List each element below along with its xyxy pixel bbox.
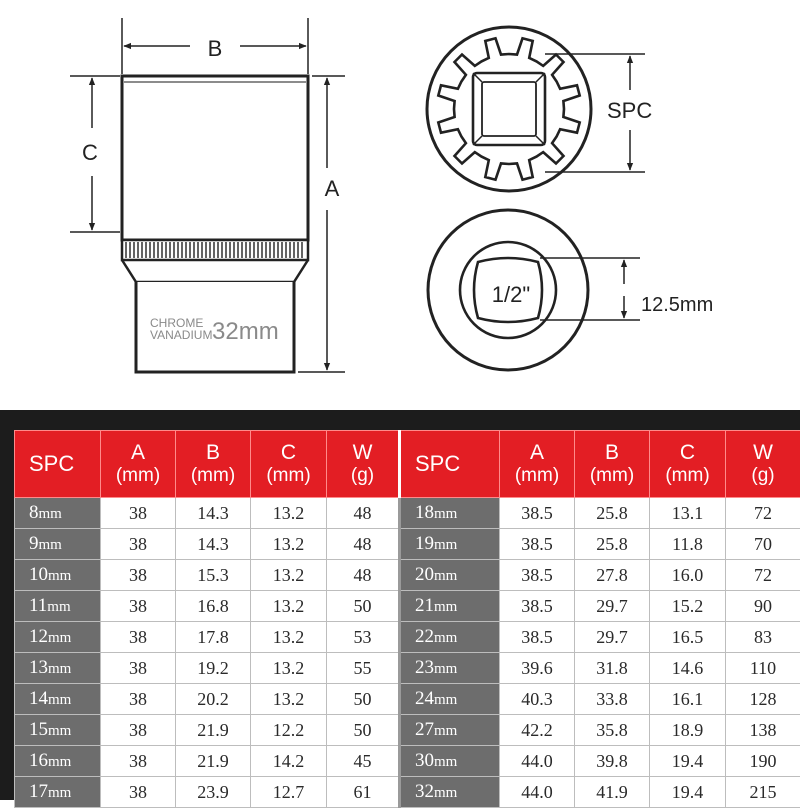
value-a: 38.5 (500, 560, 575, 591)
value-b: 21.9 (176, 715, 251, 746)
socket-size-cell (15, 622, 101, 653)
value-w: 215 (726, 777, 800, 808)
socket-size-unit: mm (48, 785, 71, 801)
value-a: 38.5 (500, 622, 575, 653)
socket-size-unit: mm (434, 630, 457, 646)
header-b-right (575, 431, 650, 498)
value-c: 18.9 (650, 715, 726, 746)
socket-size-unit: mm (48, 568, 71, 584)
value-w: 48 (327, 529, 400, 560)
header-spc-left: SPC (15, 431, 101, 498)
square-drive-top (473, 73, 545, 145)
value-b: 25.8 (575, 529, 650, 560)
value-a: 38.5 (500, 498, 575, 529)
drive-dim-label: 12.5mm (641, 294, 713, 316)
value-w: 72 (726, 560, 800, 591)
value-c: 16.0 (650, 560, 726, 591)
value-c: 12.7 (251, 777, 327, 808)
socket-size-number: 14 (29, 688, 48, 709)
header-label: A (101, 441, 175, 465)
value-c: 14.2 (251, 746, 327, 777)
socket-size-unit: mm (47, 599, 70, 615)
value-w: 50 (327, 715, 400, 746)
value-w: 83 (726, 622, 800, 653)
socket-size-number: 24 (415, 688, 434, 709)
header-spc-right: SPC (400, 431, 500, 498)
value-a: 38.5 (500, 529, 575, 560)
value-a: 38 (101, 684, 176, 715)
header-unit: (mm) (101, 465, 175, 487)
value-b: 19.2 (176, 653, 251, 684)
value-c: 16.5 (650, 622, 726, 653)
socket-size-unit: mm (434, 568, 457, 584)
header-label: C (650, 441, 725, 465)
socket-size-cell (400, 498, 500, 529)
value-a: 39.6 (500, 653, 575, 684)
brand-size: 32mm (212, 318, 279, 345)
header-c-right (650, 431, 726, 498)
value-b: 20.2 (176, 684, 251, 715)
value-c: 16.1 (650, 684, 726, 715)
table-row (15, 529, 800, 560)
value-b: 27.8 (575, 560, 650, 591)
value-b: 25.8 (575, 498, 650, 529)
socket-size-number: 21 (415, 595, 434, 616)
socket-size-number: 19 (415, 533, 434, 554)
header-label: B (575, 441, 649, 465)
socket-top-view (427, 27, 591, 191)
socket-size-unit: mm (48, 661, 71, 677)
value-a: 42.2 (500, 715, 575, 746)
value-b: 41.9 (575, 777, 650, 808)
value-w: 138 (726, 715, 800, 746)
value-c: 12.2 (251, 715, 327, 746)
header-c-left (251, 431, 327, 498)
header-unit: (g) (726, 465, 800, 487)
header-b-left (176, 431, 251, 498)
header-label: B (176, 441, 250, 465)
value-c: 13.2 (251, 498, 327, 529)
value-b: 35.8 (575, 715, 650, 746)
value-w: 50 (327, 684, 400, 715)
table-row (15, 715, 800, 746)
socket-size-number: 22 (415, 626, 434, 647)
dimension-c (70, 76, 120, 232)
socket-size-number: 27 (415, 719, 434, 740)
socket-size-cell (400, 529, 500, 560)
spec-table (14, 430, 800, 808)
socket-size-cell (400, 715, 500, 746)
header-a-right (500, 431, 575, 498)
value-c: 13.2 (251, 529, 327, 560)
header-w-left (327, 431, 400, 498)
socket-size-cell (400, 777, 500, 808)
socket-size-number: 18 (415, 502, 434, 523)
socket-size-unit: mm (434, 785, 457, 801)
value-a: 44.0 (500, 746, 575, 777)
value-b: 33.8 (575, 684, 650, 715)
dimension-b (122, 18, 308, 74)
value-b: 15.3 (176, 560, 251, 591)
table-row (15, 746, 800, 777)
table-row (15, 591, 800, 622)
socket-size-cell (400, 560, 500, 591)
value-a: 40.3 (500, 684, 575, 715)
value-a: 38 (101, 622, 176, 653)
value-b: 14.3 (176, 529, 251, 560)
value-c: 13.1 (650, 498, 726, 529)
table-row (15, 777, 800, 808)
socket-size-unit: mm (434, 754, 457, 770)
header-unit: (mm) (500, 465, 574, 487)
header-label: W (327, 441, 398, 465)
socket-size-unit: mm (48, 692, 71, 708)
socket-size-cell (15, 498, 101, 529)
socket-size-cell (15, 684, 101, 715)
socket-size-cell (15, 591, 101, 622)
socket-size-cell (15, 746, 101, 777)
value-w: 55 (327, 653, 400, 684)
socket-size-unit: mm (434, 723, 457, 739)
value-w: 48 (327, 560, 400, 591)
table-row (15, 622, 800, 653)
value-b: 23.9 (176, 777, 251, 808)
brand-line1: CHROME (150, 316, 203, 330)
value-c: 13.2 (251, 622, 327, 653)
socket-size-cell (400, 684, 500, 715)
brand-line2: VANADIUM (150, 328, 212, 342)
value-a: 38 (101, 498, 176, 529)
socket-size-number: 16 (29, 750, 48, 771)
socket-size-unit: mm (434, 506, 457, 522)
value-w: 48 (327, 498, 400, 529)
value-a: 38 (101, 746, 176, 777)
value-b: 31.8 (575, 653, 650, 684)
value-c: 19.4 (650, 746, 726, 777)
value-b: 14.3 (176, 498, 251, 529)
socket-size-number: 8 (29, 502, 39, 523)
table-header-row (15, 431, 800, 498)
table-body (15, 498, 800, 808)
header-unit: (mm) (251, 465, 326, 487)
socket-size-unit: mm (48, 754, 71, 770)
value-c: 11.8 (650, 529, 726, 560)
socket-size-unit: mm (39, 537, 62, 553)
socket-bottom-view (428, 210, 588, 370)
value-w: 53 (327, 622, 400, 653)
value-a: 38 (101, 529, 176, 560)
socket-size-cell (15, 715, 101, 746)
value-b: 29.7 (575, 622, 650, 653)
value-c: 13.2 (251, 653, 327, 684)
value-w: 190 (726, 746, 800, 777)
value-a: 38 (101, 560, 176, 591)
value-b: 16.8 (176, 591, 251, 622)
socket-size-number: 10 (29, 564, 48, 585)
drive-size-label: 1/2" (492, 282, 530, 307)
socket-size-unit: mm (434, 537, 457, 553)
socket-size-number: 17 (29, 781, 48, 802)
table-row (15, 653, 800, 684)
dim-spc-label: SPC (607, 98, 652, 123)
header-label: C (251, 441, 326, 465)
header-unit: (mm) (650, 465, 725, 487)
value-a: 38.5 (500, 591, 575, 622)
header-label: A (500, 441, 574, 465)
dim-c-label: C (82, 140, 98, 165)
value-c: 13.2 (251, 591, 327, 622)
socket-side-view (122, 76, 308, 372)
socket-size-unit: mm (434, 692, 457, 708)
value-c: 15.2 (650, 591, 726, 622)
spec-table-panel (0, 410, 800, 800)
socket-size-cell (15, 777, 101, 808)
value-a: 38 (101, 591, 176, 622)
socket-size-unit: mm (48, 723, 71, 739)
table-row (15, 498, 800, 529)
socket-size-cell (15, 529, 101, 560)
header-label: W (726, 441, 800, 465)
socket-size-cell (15, 653, 101, 684)
dim-a-label: A (325, 176, 340, 201)
header-a-left (101, 431, 176, 498)
table-row (15, 560, 800, 591)
table-row (15, 684, 800, 715)
value-a: 38 (101, 653, 176, 684)
value-c: 19.4 (650, 777, 726, 808)
socket-size-number: 11 (29, 595, 47, 616)
socket-size-cell (400, 746, 500, 777)
value-c: 13.2 (251, 684, 327, 715)
value-w: 128 (726, 684, 800, 715)
socket-size-unit: mm (434, 599, 457, 615)
socket-size-number: 15 (29, 719, 48, 740)
socket-size-number: 12 (29, 626, 48, 647)
value-w: 90 (726, 591, 800, 622)
value-a: 38 (101, 715, 176, 746)
value-b: 29.7 (575, 591, 650, 622)
value-c: 13.2 (251, 560, 327, 591)
value-w: 110 (726, 653, 800, 684)
socket-size-number: 30 (415, 750, 434, 771)
value-a: 38 (101, 777, 176, 808)
header-unit: (mm) (575, 465, 649, 487)
socket-size-number: 23 (415, 657, 434, 678)
header-w-right (726, 431, 800, 498)
header-unit: (mm) (176, 465, 250, 487)
socket-size-cell (400, 591, 500, 622)
socket-size-cell (400, 622, 500, 653)
socket-size-unit: mm (434, 661, 457, 677)
value-a: 44.0 (500, 777, 575, 808)
socket-size-cell (15, 560, 101, 591)
socket-size-unit: mm (48, 630, 71, 646)
value-w: 72 (726, 498, 800, 529)
header-unit: (g) (327, 465, 398, 487)
dim-b-label: B (208, 36, 223, 61)
value-b: 39.8 (575, 746, 650, 777)
socket-size-number: 20 (415, 564, 434, 585)
value-b: 21.9 (176, 746, 251, 777)
value-w: 61 (327, 777, 400, 808)
value-b: 17.8 (176, 622, 251, 653)
socket-size-number: 32 (415, 781, 434, 802)
value-w: 50 (327, 591, 400, 622)
socket-size-unit: mm (39, 506, 62, 522)
socket-size-number: 13 (29, 657, 48, 678)
socket-size-cell (400, 653, 500, 684)
value-w: 45 (327, 746, 400, 777)
socket-size-number: 9 (29, 533, 39, 554)
value-w: 70 (726, 529, 800, 560)
value-c: 14.6 (650, 653, 726, 684)
